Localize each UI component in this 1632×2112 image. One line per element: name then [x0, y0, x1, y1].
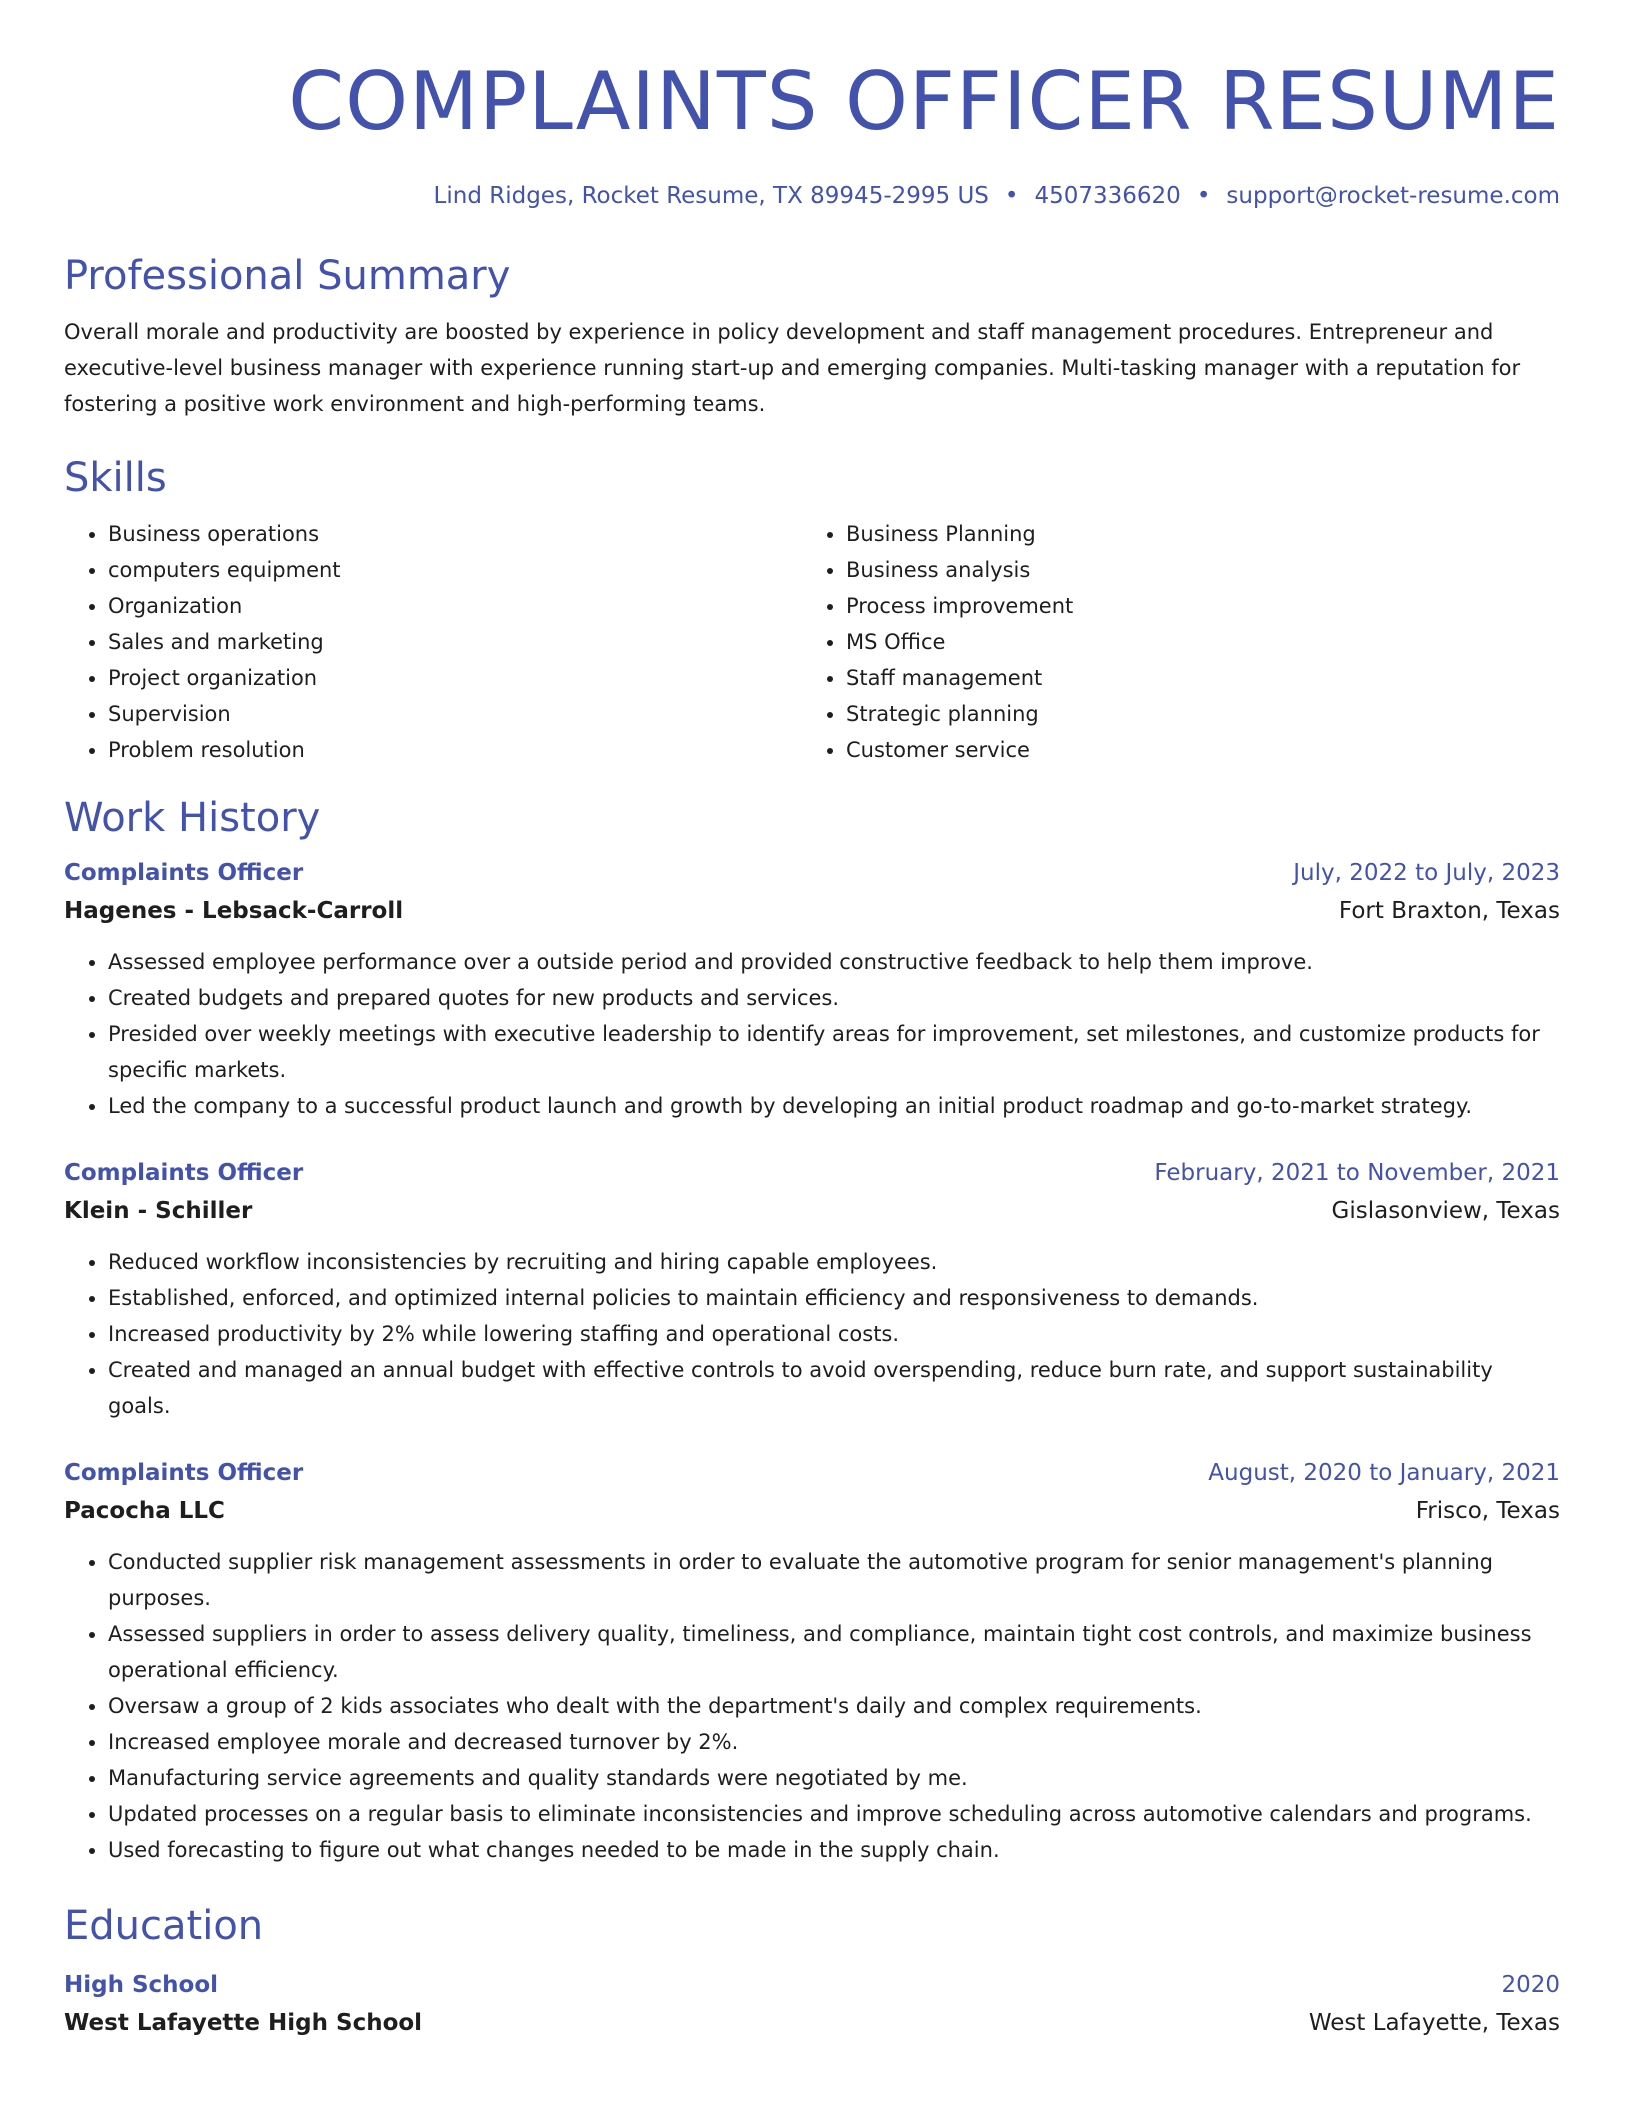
summary-section — [64, 248, 1560, 422]
job-company: Klein - Schiller — [64, 1198, 253, 1224]
job-location: Gislasonview, Texas — [1331, 1198, 1560, 1224]
resume-page — [64, 52, 1560, 2042]
job-title-row — [64, 854, 1560, 892]
skill-item: • Problem resolution — [108, 732, 802, 768]
job-company-row — [64, 1192, 1560, 1230]
job-title-row — [64, 1154, 1560, 1192]
job-title: Complaints Officer — [64, 1460, 304, 1486]
skill-item: • Business analysis — [846, 552, 1540, 588]
job-bullet: • Manufacturing service agreements and quality standards were negotiated by me. — [108, 1760, 1560, 1796]
education-school-row — [64, 2004, 1560, 2042]
contact-phone: 4507336620 — [1034, 183, 1181, 209]
job-dates: July, 2022 to July, 2023 — [1293, 860, 1560, 886]
summary-heading: Professional Summary — [64, 253, 511, 299]
skill-item: • Staff management — [846, 660, 1540, 696]
job-bullet: • Oversaw a group of 2 kids associates who dealt with the department's daily and complex requirements. — [108, 1688, 1560, 1724]
skill-item: • Strategic planning — [846, 696, 1540, 732]
skills-column-left — [64, 516, 802, 768]
contact-separator: • — [1196, 183, 1211, 209]
work-history-section — [64, 790, 1560, 1868]
job-title: Complaints Officer — [64, 860, 304, 886]
job-bullet: • Led the company to a successful product launch and growth by developing an initial product roadmap and go-to-market strategy. — [108, 1088, 1560, 1124]
resume-title: COMPLAINTS OFFICER RESUME — [288, 55, 1560, 148]
skill-item: • Customer service — [846, 732, 1540, 768]
job-location: Fort Braxton, Texas — [1338, 898, 1560, 924]
skill-item: • Project organization — [108, 660, 802, 696]
skills-section — [64, 450, 1560, 768]
skills-list-left — [64, 516, 802, 768]
job-dates: August, 2020 to January, 2021 — [1208, 1460, 1560, 1486]
skills-grid — [64, 516, 1560, 768]
education-degree: High School — [64, 1972, 219, 1998]
job-bullet: • Assessed employee performance over a outside period and provided constructive feedback to help them improve. — [108, 944, 1560, 980]
job-bullets — [64, 1544, 1560, 1868]
job-bullet: • Established, enforced, and optimized internal policies to maintain efficiency and responsiveness to demands. — [108, 1280, 1560, 1316]
job-bullet: • Increased productivity by 2% while lowering staffing and operational costs. — [108, 1316, 1560, 1352]
resume-header — [64, 52, 1560, 214]
job-entry — [64, 1154, 1560, 1424]
job-entry — [64, 854, 1560, 1124]
contact-email[interactable]: support@rocket-resume.com — [1226, 183, 1560, 209]
skill-item: • Organization — [108, 588, 802, 624]
skill-item: • Business operations — [108, 516, 802, 552]
education-location: West Lafayette, Texas — [1308, 2010, 1560, 2036]
education-heading: Education — [64, 1903, 264, 1949]
job-bullet: • Conducted supplier risk management assessments in order to evaluate the automotive program for senior management's planning purposes. — [108, 1544, 1560, 1616]
skill-item: • Business Planning — [846, 516, 1540, 552]
job-bullet: • Created and managed an annual budget with effective controls to avoid overspending, reduce burn rate, and support sustainability goals. — [108, 1352, 1560, 1424]
summary-text: Overall morale and productivity are boosted by experience in policy development and staff management procedures. Entrepreneur and executive-level business manager with experience running start-up and emerging companies. Multi-tasking manager with a reputation for fostering a positive work environment and high-performing teams. — [64, 320, 1521, 416]
job-bullet: • Assessed suppliers in order to assess delivery quality, timeliness, and compliance, maintain tight cost controls, and maximize business operational efficiency. — [108, 1616, 1560, 1688]
contact-address: Lind Ridges, Rocket Resume, TX 89945-2995 US — [433, 183, 989, 209]
job-entry — [64, 1454, 1560, 1868]
education-year: 2020 — [1501, 1972, 1560, 1998]
job-bullets — [64, 944, 1560, 1124]
skill-item: • Supervision — [108, 696, 802, 732]
skills-column-right — [802, 516, 1540, 768]
education-school: West Lafayette High School — [64, 2010, 423, 2036]
job-company-row — [64, 1492, 1560, 1530]
job-bullet: • Updated processes on a regular basis to eliminate inconsistencies and improve scheduling across automotive calendars and programs. — [108, 1796, 1560, 1832]
skills-heading: Skills — [64, 455, 167, 501]
job-title-row — [64, 1454, 1560, 1492]
job-bullet: • Presided over weekly meetings with executive leadership to identify areas for improvement, set milestones, and customize products for specific markets. — [108, 1016, 1560, 1088]
job-title: Complaints Officer — [64, 1160, 304, 1186]
job-bullet: • Created budgets and prepared quotes for new products and services. — [108, 980, 1560, 1016]
job-company: Pacocha LLC — [64, 1498, 225, 1524]
job-bullet: • Reduced workflow inconsistencies by recruiting and hiring capable employees. — [108, 1244, 1560, 1280]
job-location: Frisco, Texas — [1415, 1498, 1560, 1524]
job-dates: February, 2021 to November, 2021 — [1154, 1160, 1560, 1186]
skill-item: • Process improvement — [846, 588, 1540, 624]
job-bullets — [64, 1244, 1560, 1424]
work-history-heading: Work History — [64, 795, 321, 841]
job-bullet: • Increased employee morale and decreased turnover by 2%. — [108, 1724, 1560, 1760]
job-company: Hagenes - Lebsack-Carroll — [64, 898, 404, 924]
skill-item: • MS Office — [846, 624, 1540, 660]
job-company-row — [64, 892, 1560, 930]
skill-item: • Sales and marketing — [108, 624, 802, 660]
contact-separator: • — [1004, 183, 1019, 209]
skill-item: • computers equipment — [108, 552, 802, 588]
job-bullet: • Used forecasting to figure out what changes needed to be made in the supply chain. — [108, 1832, 1560, 1868]
education-degree-row — [64, 1966, 1560, 2004]
education-section — [64, 1898, 1560, 2042]
contact-line — [64, 178, 1560, 214]
skills-list-right — [802, 516, 1540, 768]
